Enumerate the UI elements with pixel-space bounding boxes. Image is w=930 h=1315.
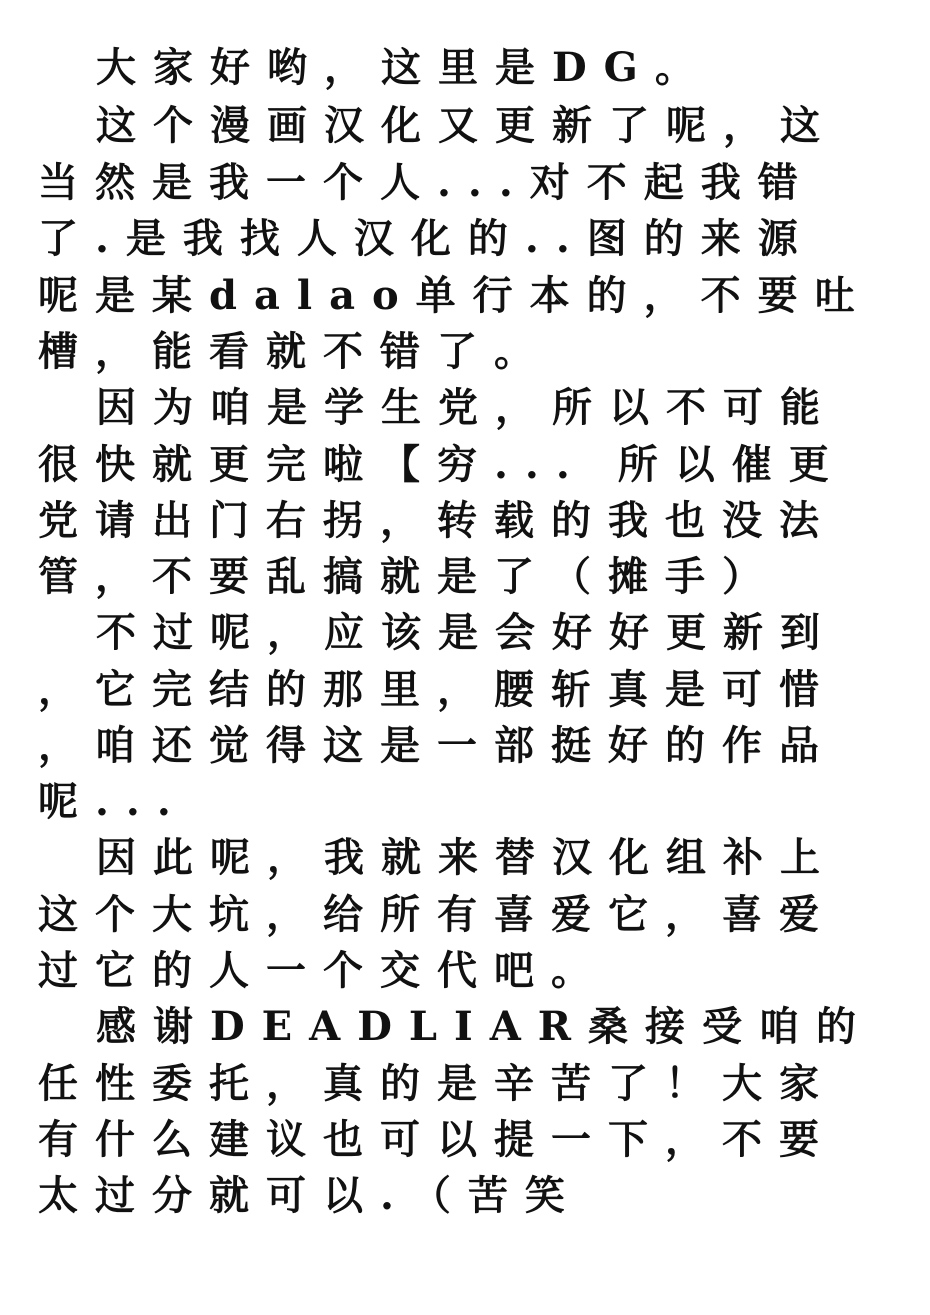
text-line: 很快就更完啦【穷... 所以催更	[38, 441, 846, 488]
text-line: 因为咱是学生党，所以不可能	[96, 384, 837, 431]
text-line: 过它的人一个交代吧。	[38, 947, 608, 994]
text-line: 大家好哟，这里是DG。	[96, 44, 712, 91]
text-line: 呢...	[38, 778, 188, 825]
text-line: 呢是某dalao单行本的，不要吐	[38, 272, 872, 319]
text-line: ，咱还觉得这是一部挺好的作品	[38, 722, 836, 769]
text-line: 太过分就可以.（苦笑	[38, 1172, 582, 1219]
text-line: 有什么建议也可以提一下，不要	[38, 1116, 836, 1163]
text-line: 槽，能看就不错了。	[38, 328, 551, 375]
text-line: 因此呢，我就来替汉化组补上	[96, 834, 837, 881]
text-line: 这个大坑，给所有喜爱它，喜爱	[38, 891, 836, 938]
text-line: 这个漫画汉化又更新了呢，这	[96, 102, 837, 149]
text-line: 当然是我一个人...对不起我错	[38, 159, 815, 206]
text-line: 管，不要乱搞就是了（摊手）	[38, 553, 779, 600]
text-line: 任性委托，真的是辛苦了！大家	[38, 1060, 836, 1107]
text-line: 党请出门右拐，转载的我也没法	[38, 497, 836, 544]
text-line: ，它完结的那里，腰斩真是可惜	[38, 666, 836, 713]
text-line: 不过呢，应该是会好好更新到	[96, 609, 837, 656]
text-line: 感谢DEADLIAR桑接受咱的	[96, 1003, 874, 1050]
text-line: 了.是我找人汉化的..图的来源	[38, 215, 815, 262]
